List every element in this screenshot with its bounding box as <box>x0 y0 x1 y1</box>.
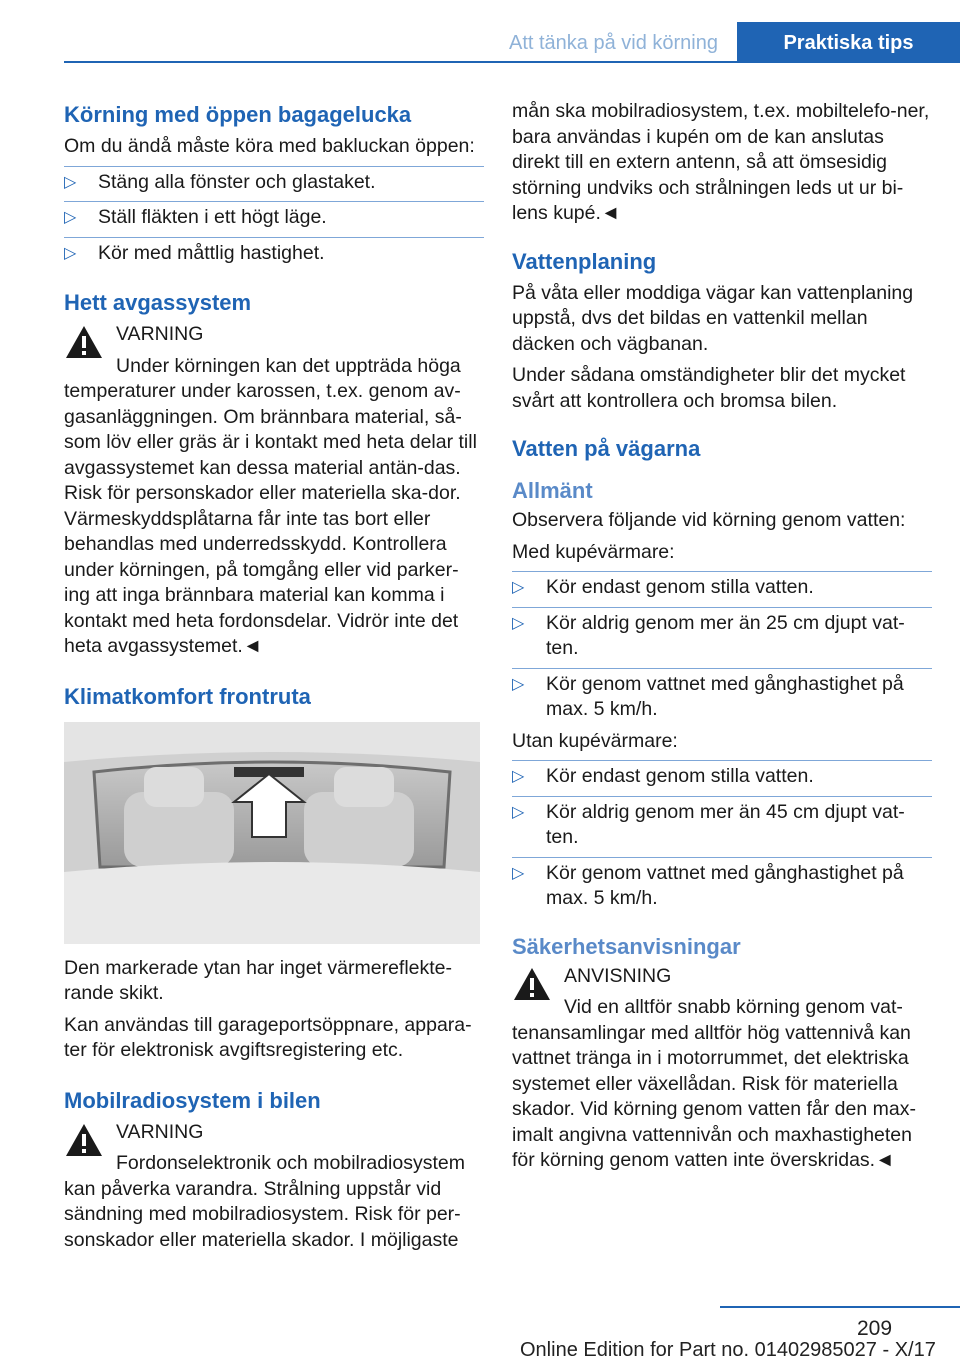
triangle-right-icon: ▷ <box>512 768 525 785</box>
warning-triangle-icon <box>512 966 552 1002</box>
chapter-tab[interactable]: Att tänka på vid körning <box>508 32 718 54</box>
list-item: ▷ Kör endast genom stilla vatten. <box>512 764 932 790</box>
warning-label: VARNING <box>116 1120 204 1143</box>
edition-note: Online Edition for Part no. 01402985027 - X/17 <box>520 1339 936 1361</box>
windshield-text-2: Kan användas till garageportsöppnare, appara-ter för elektronisk avgiftsregistering etc. <box>64 1013 472 1061</box>
windshield-photo <box>64 722 480 944</box>
notice-label: ANVISNING <box>564 964 672 987</box>
heading-windshield: Klimatkomfort frontruta <box>64 683 311 709</box>
list-item: ▷ Kör med måttlig hastighet. <box>64 241 484 267</box>
warning-mobile-radio <box>64 1120 484 1254</box>
heading-hot-exhaust: Hett avgassystem <box>64 290 252 315</box>
list-item: ▷ Kör genom vattnet med gånghastighet på max. 5 km/h. <box>512 861 932 912</box>
triangle-right-icon: ▷ <box>512 675 525 693</box>
left-column <box>64 100 484 1259</box>
section-tab[interactable]: Praktiska tips <box>737 22 960 62</box>
aquaplaning-text-1: På våta eller moddiga vägar kan vattenplaning uppstå, dvs det bildas en vattenkil mellan däcken och vägbanan. <box>512 281 914 355</box>
triangle-right-icon: ▷ <box>64 173 77 191</box>
list-item: ▷ Ställ fläkten i ett högt läge. <box>64 205 484 231</box>
list-item: ▷ Stäng alla fönster och glastaket. <box>64 170 484 196</box>
aquaplaning-text-2: Under sådana omständigheter blir det mycket svårt att kontrollera och bromsa bilen. <box>512 364 906 412</box>
heading-aquaplaning: Vattenplaning <box>512 248 657 274</box>
heading-water-on-roads: Vatten på vägarna <box>512 436 701 461</box>
list-item: ▷ Kör genom vattnet med gånghastighet på max. 5 km/h. <box>512 672 932 723</box>
warning-first-line: Fordonselektronik och mobilradiosystem <box>116 1152 465 1174</box>
heading-mobile-radio: Mobilradiosystem i bilen <box>64 1087 321 1113</box>
triangle-right-icon: ▷ <box>512 864 525 882</box>
subheading-general: Allmänt <box>512 478 593 503</box>
triangle-right-icon: ▷ <box>64 244 77 262</box>
warning-triangle-icon <box>64 324 104 360</box>
triangle-right-icon: ▷ <box>512 579 525 596</box>
page-header <box>0 0 960 62</box>
page-number: 209 <box>857 1317 893 1340</box>
triangle-right-icon: ▷ <box>64 209 77 226</box>
right-column <box>512 99 932 1180</box>
warning-label: VARNING <box>116 323 204 345</box>
list-item: ▷ Kör endast genom stilla vatten. <box>512 575 932 601</box>
with-heater-label: Med kupévärmare: <box>512 540 675 563</box>
water-intro: Observera följande vid körning genom vatten: <box>512 509 906 531</box>
footer-rule <box>720 1306 960 1308</box>
notice-text: tenansamlingar med alltför hög vattennivå kan vattnet tränga in i motorrummet, det elektriska systemet eller växellådan. Risk för materiella skador. Vid körning genom vatten får den max-imalt angivna vattennivån och maxhastigheten för körning genom vatten inte överskridas.◄ <box>512 1021 916 1171</box>
continued-text: mån ska mobilradiosystem, t.ex. mobiltelefo-ner, bara användas i kupén om de kan anslutas direkt till en extern antenn, så att ömsesidig störning undviks och strålningen leds ut ur bi-lens kupé.◄ <box>512 100 930 224</box>
subheading-safety: Säkerhetsanvisningar <box>512 933 741 959</box>
windshield-text-1: Den markerade ytan har inget värmereflekte-rande skikt. <box>64 956 453 1004</box>
trunk-intro: Om du ändå måste köra med bakluckan öppen: <box>64 135 475 157</box>
triangle-right-icon: ▷ <box>512 803 525 821</box>
heading-trunk-open: Körning med öppen bagagelucka <box>64 102 412 127</box>
notice-first-line: Vid en alltför snabb körning genom vat- <box>564 996 903 1018</box>
header-rule <box>64 61 960 63</box>
list-item: ▷ Kör aldrig genom mer än 45 cm djupt vat-ten. <box>512 800 932 851</box>
warning-text: kan påverka varandra. Strålning uppstår vid sändning med mobilradiosystem. Risk för per-sonskador eller materiella skador. I möjligaste <box>64 1177 461 1251</box>
list-item: ▷ Kör aldrig genom mer än 25 cm djupt vat-ten. <box>512 611 932 662</box>
trunk-list <box>64 170 484 267</box>
warning-text: temperaturer under karossen, t.ex. genom av-gasanläggningen. Om brännbara material, så-som löv eller gräs är i kontakt med heta delar till avgassystemet kan dessa material antän-das. Risk för personskador eller materiella ska-dor. Värmeskyddsplåtarna får inte tas bort eller behandlas med underredsskydd. Kontrollera under körningen, på tomgång eller vid parker-ing att inga brännbara material kan komma i kontakt med heta fordonsdelar. Vidrör inte det heta avgassystemet.◄ <box>64 380 477 657</box>
with-heater-list <box>512 575 932 723</box>
triangle-right-icon: ▷ <box>512 614 525 632</box>
notice-water <box>512 964 932 1174</box>
warning-first-line: Under körningen kan det uppträda höga <box>116 354 461 377</box>
without-heater-list <box>512 764 932 912</box>
warning-triangle-icon <box>64 1122 104 1158</box>
without-heater-label: Utan kupévärmare: <box>512 729 678 752</box>
warning-hot-exhaust <box>64 322 484 660</box>
